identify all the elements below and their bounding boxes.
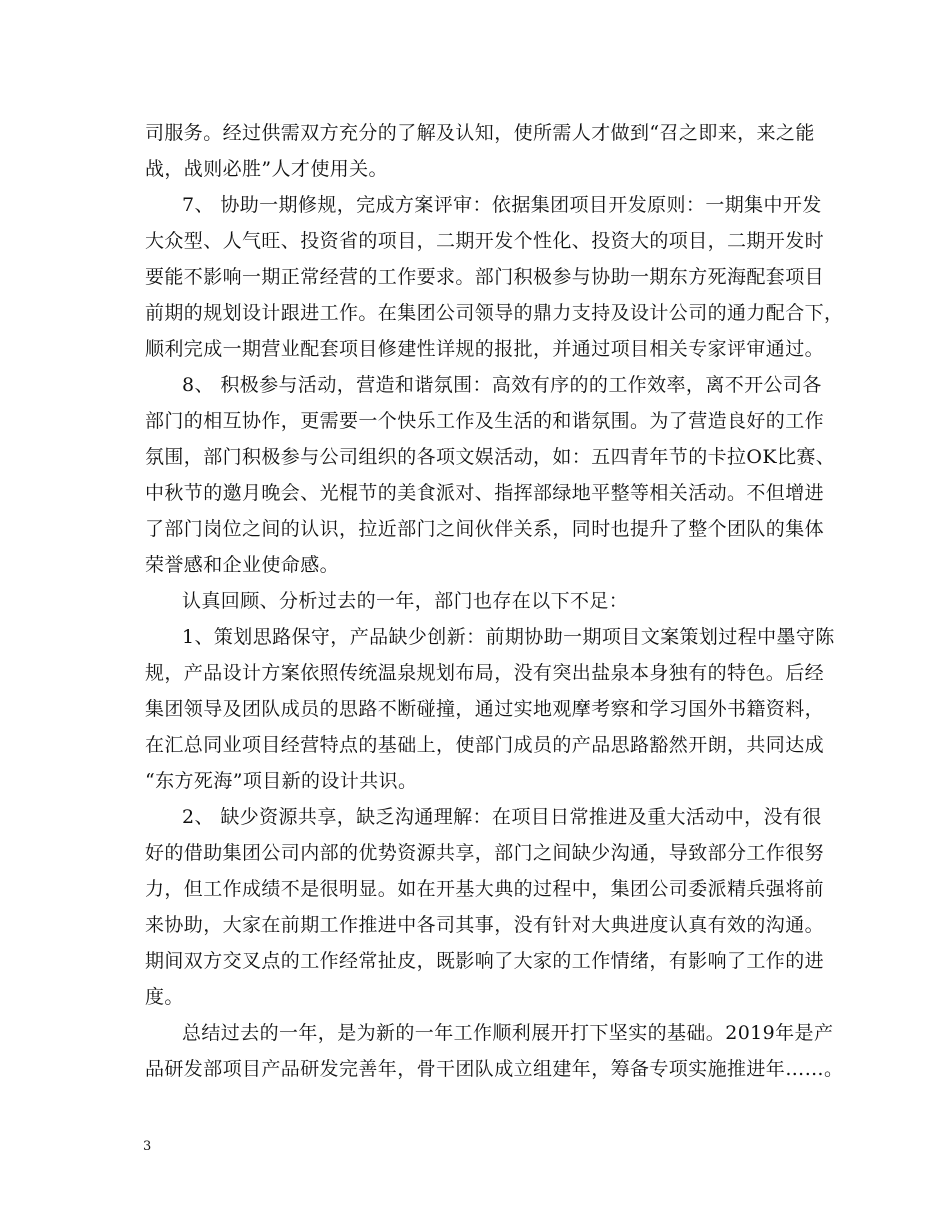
text-line: 度。	[145, 986, 184, 1008]
text-line: 品研发部项目产品研发完善年，骨干团队成立组建年，筹备专项实施推进年……。	[145, 1058, 844, 1080]
text-line: 好的借助集团公司内部的优势资源共享，部门之间缺少沟通，导致部分工作很努	[145, 842, 825, 864]
text-line: 集团领导及团队成员的思路不断碰撞，通过实地观摩考察和学习国外书籍资料，	[145, 698, 825, 720]
text-line: 氛围，部门积极参与公司组织的各项文娱活动，如：五四青年节的卡拉OK比赛、	[145, 446, 836, 468]
text-line: 8、 积极参与活动，营造和谐氛围：高效有序的的工作效率，离不开公司各	[182, 374, 822, 396]
text-line: 规，产品设计方案依照传统温泉规划布局，没有突出盐泉本身独有的特色。后经	[145, 662, 825, 684]
text-line: 力，但工作成绩不是很明显。如在开基大典的过程中，集团公司委派精兵强将前	[145, 878, 825, 900]
text-line: 来协助，大家在前期工作推进中各司其事，没有针对大典进度认真有效的沟通。	[145, 914, 825, 936]
text-line: 战，战则必胜”人才使用关。	[145, 158, 388, 180]
text-line: 部门的相互协作，更需要一个快乐工作及生活的和谐氛围。为了营造良好的工作	[145, 410, 825, 432]
text-line: 在汇总同业项目经营特点的基础上，使部门成员的产品思路豁然开朗，共同达成	[145, 734, 825, 756]
text-line: 荣誉感和企业使命感。	[145, 554, 340, 576]
text-line: 司服务。经过供需双方充分的了解及认知，使所需人才做到“召之即来，来之能	[145, 122, 815, 144]
text-line: 要能不影响一期正常经营的工作要求。部门积极参与协助一期东方死海配套项目	[145, 266, 825, 288]
page-number: 3	[143, 1139, 152, 1154]
text-line: 1、策划思路保守，产品缺少创新：前期协助一期项目文案策划过程中墨守陈	[182, 626, 835, 648]
text-line: 7、 协助一期修规，完成方案评审：依据集团项目开发原则：一期集中开发	[182, 194, 822, 216]
text-line: 大众型、人气旺、投资省的项目，二期开发个性化、投资大的项目，二期开发时	[145, 230, 825, 252]
text-line: “东方死海”项目新的设计共识。	[145, 770, 418, 792]
text-line: 总结过去的一年，是为新的一年工作顺利展开打下坚实的基础。2019年是产	[182, 1022, 834, 1044]
text-line: 顺利完成一期营业配套项目修建性详规的报批，并通过项目相关专家评审通过。	[145, 338, 825, 360]
text-line: 2、 缺少资源共享，缺乏沟通理解：在项目日常推进及重大活动中，没有很	[182, 806, 822, 828]
text-line: 前期的规划设计跟进工作。在集团公司领导的鼎力支持及设计公司的通力配合下，	[145, 302, 844, 324]
text-line: 了部门岗位之间的认识，拉近部门之间伙伴关系，同时也提升了整个团队的集体	[145, 518, 825, 540]
text-line: 认真回顾、分析过去的一年，部门也存在以下不足：	[182, 590, 629, 612]
text-line: 中秋节的邀月晚会、光棍节的美食派对、指挥部绿地平整等相关活动。不但增进	[145, 482, 825, 504]
text-line: 期间双方交叉点的工作经常扯皮，既影响了大家的工作情绪，有影响了工作的进	[145, 950, 825, 972]
